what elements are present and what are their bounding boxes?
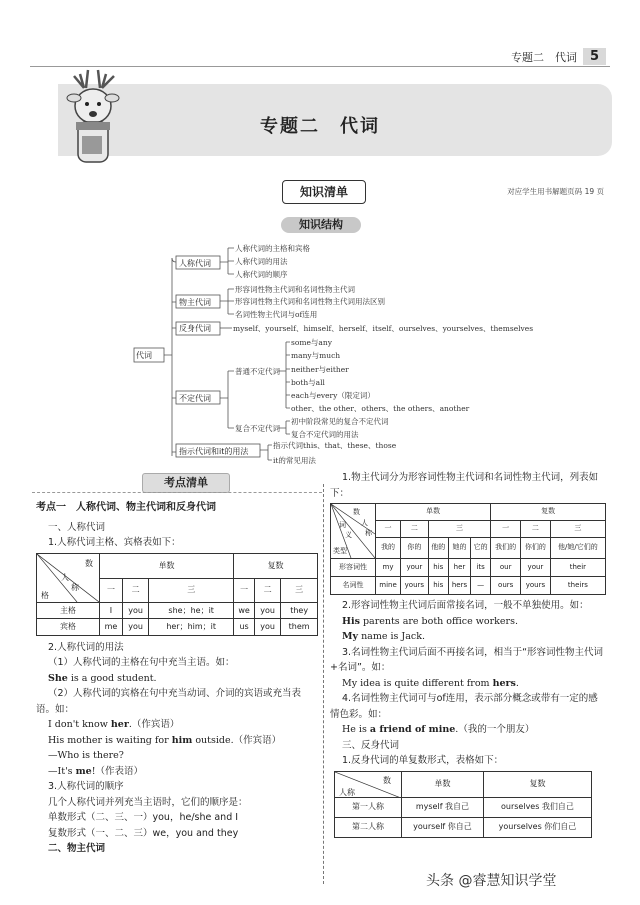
table-row: 第二人称 yourself 你自己 yourselves 你们自己 bbox=[335, 817, 592, 837]
paragraph: 4.名词性物主代词可与of连用，表示部分概念或带有一定的感情色彩。如： bbox=[330, 693, 598, 720]
tree-leaf: 人称代词的主格和宾格 bbox=[235, 244, 310, 253]
tree-leaf: 人称代词的顺序 bbox=[235, 270, 288, 279]
table-header: 复数 bbox=[491, 504, 606, 521]
heading-reflexive: 三、反身代词 bbox=[342, 739, 400, 751]
table-header: 二 bbox=[401, 521, 429, 538]
right-column bbox=[330, 470, 606, 838]
running-title: 专题二 代词 bbox=[510, 50, 577, 64]
left-title-rule bbox=[32, 492, 322, 493]
heading-usage: 2.人称代词的用法 bbox=[48, 641, 124, 653]
possessive-pronoun-table: 数 人 称 词 义 类型 单数 复数 一 二 三 一 二 三 我的 你的 他的 她的 它的 我们的 你们的 他/她/它们的 形容词性 my your his her its our your their 名词性 mine yours his hers — ours yours theirs bbox=[330, 503, 606, 595]
tree-leaf: each与every（限定词） bbox=[291, 391, 375, 400]
page-title: 专题二 代词 bbox=[260, 116, 380, 137]
paragraph: 复数形式（一、二、三）we，you and they bbox=[48, 827, 239, 839]
tree-leaf: 形容词性物主代词和名词性物主代词用法区别 bbox=[235, 297, 385, 306]
tree-leaf: both与all bbox=[291, 378, 325, 387]
paragraph: 单数形式（二、三、一）you，he/she and I bbox=[48, 812, 239, 823]
example-sentence: He is a friend of mine.（我的一个朋友） bbox=[342, 724, 535, 735]
table-header: 单数 bbox=[402, 771, 484, 797]
tree-leaf: other、the other、others、the others、another bbox=[291, 404, 470, 413]
tree-leaf: some与any bbox=[291, 338, 332, 347]
example-sentence: His mother is waiting for him outside.（作宾语） bbox=[48, 734, 282, 746]
tree-leaf: 初中阶段常见的复合不定代词 bbox=[291, 417, 389, 426]
table-header: 二 bbox=[255, 578, 281, 602]
personal-pronoun-table bbox=[36, 553, 318, 636]
tree-leaf: it的常见用法 bbox=[273, 456, 316, 465]
paragraph: （2）人称代词的宾格在句中充当动词、介词的宾语或充当表语。如： bbox=[36, 688, 302, 715]
tree-branch-reflexive: 反身代词 bbox=[179, 324, 211, 333]
table-row: 第一人称 myself 我自己 ourselves 我们自己 bbox=[335, 797, 592, 817]
tree-leaf: 人称代词的用法 bbox=[235, 257, 288, 266]
reflexive-pronoun-table bbox=[334, 771, 592, 838]
example-sentence: His parents are both office workers. bbox=[342, 615, 518, 627]
table-header: 三 bbox=[428, 521, 491, 538]
knowledge-list-label: 知识清单 bbox=[282, 180, 366, 204]
section-title: 考点一 人称代词、物主代词和反身代词 bbox=[36, 502, 216, 513]
paragraph: 1.反身代词的单复数形式，表格如下： bbox=[342, 755, 504, 766]
table-corner: 数 人 称 格 bbox=[37, 553, 100, 602]
table-header: 一 bbox=[491, 521, 521, 538]
example-sentence: —It's me!（作表语） bbox=[48, 765, 144, 777]
heading-possessive: 二、物主代词 bbox=[48, 843, 106, 854]
paragraph: 1.物主代词分为形容词性物主代词和名词性物主代词，列表如下： bbox=[330, 472, 599, 499]
tree-sub-branch: 复合不定代词 bbox=[235, 424, 280, 433]
table-header: 三 bbox=[149, 578, 234, 602]
example-sentence: My idea is quite different from hers. bbox=[342, 677, 519, 689]
tree-leaf: many与much bbox=[291, 351, 341, 360]
tree-branch-indefinite: 不定代词 bbox=[179, 394, 211, 403]
table-header: 一 bbox=[376, 521, 401, 538]
tree-leaf: 指示代词this、that、these、those bbox=[273, 441, 397, 450]
heading-table1: 1.人称代词主格、宾格表如下： bbox=[48, 537, 181, 548]
tree-leaf: 名词性物主代词与of连用 bbox=[235, 310, 318, 319]
table-row: 主格 I you she；he；it we you they bbox=[37, 602, 318, 619]
example-sentence: —Who is there? bbox=[48, 750, 124, 761]
tree-branch-possessive: 物主代词 bbox=[179, 298, 211, 307]
page-reference-note: 对应学生用书解题页码 19 页 bbox=[507, 187, 604, 196]
table-header: 三 bbox=[550, 521, 605, 538]
tree-leaf: 形容词性物主代词和名词性物主代词 bbox=[235, 285, 355, 294]
paragraph: 3.名词性物主代词后面不再接名词，相当于“形容词性物主代词+名词”。如： bbox=[330, 646, 603, 673]
paragraph: 2.形容词性物主代词后面常接名词，一般不单独使用。如： bbox=[342, 600, 589, 611]
paragraph: 几个人称代词并列充当主语时，它们的顺序是： bbox=[48, 796, 248, 808]
exam-points-label: 考点清单 bbox=[142, 473, 230, 493]
table-header: 单数 bbox=[100, 553, 234, 578]
knowledge-tree bbox=[128, 238, 618, 466]
column-divider bbox=[323, 484, 324, 884]
tree-leaf: myself、yourself、himself、herself、itself、ourselves、yourselves、themselves bbox=[233, 324, 534, 333]
table-header: 一 bbox=[234, 578, 255, 602]
paragraph: （1）人称代词的主格在句中充当主语。如： bbox=[48, 657, 235, 668]
tree-leaf: 复合不定代词的用法 bbox=[291, 430, 359, 439]
tree-root: 代词 bbox=[136, 351, 152, 360]
table-row: 宾格 me you her；him；it us you them bbox=[37, 619, 318, 636]
table-row: 名词性 mine yours his hers — ours yours theirs bbox=[331, 577, 606, 595]
table-header: 复数 bbox=[483, 771, 591, 797]
table-header: 二 bbox=[521, 521, 551, 538]
example-sentence: My name is Jack. bbox=[342, 631, 426, 642]
left-column bbox=[36, 500, 318, 857]
running-header bbox=[511, 48, 606, 65]
table-corner: 数 人 称 词 义 类型 bbox=[331, 504, 376, 559]
page-number: 5 bbox=[583, 48, 606, 65]
example-sentence: She is a good student. bbox=[48, 672, 157, 684]
example-sentence: I don't know her.（作宾语） bbox=[48, 719, 180, 730]
table-header: 一 bbox=[100, 578, 123, 602]
heading-personal-pronouns: 一、人称代词 bbox=[48, 521, 106, 533]
table-header: 三 bbox=[281, 578, 318, 602]
table-header: 二 bbox=[122, 578, 148, 602]
tree-sub-branch: 普通不定代词 bbox=[235, 367, 280, 376]
table-header: 单数 bbox=[376, 504, 491, 521]
tree-branch-personal: 人称代词 bbox=[179, 259, 211, 268]
heading-order: 3.人称代词的顺序 bbox=[48, 781, 124, 792]
table-corner: 数 人称 bbox=[335, 771, 402, 797]
watermark-credit: 头条 @睿慧知识学堂 bbox=[426, 873, 557, 889]
tree-leaf: neither与either bbox=[291, 365, 349, 374]
tree-branch-demonstrative: 指示代词和it的用法 bbox=[179, 447, 249, 456]
knowledge-structure-label: 知识结构 bbox=[281, 217, 361, 233]
table-row: 形容词性 my your his her its our your their bbox=[331, 559, 606, 577]
table-header: 复数 bbox=[234, 553, 318, 578]
